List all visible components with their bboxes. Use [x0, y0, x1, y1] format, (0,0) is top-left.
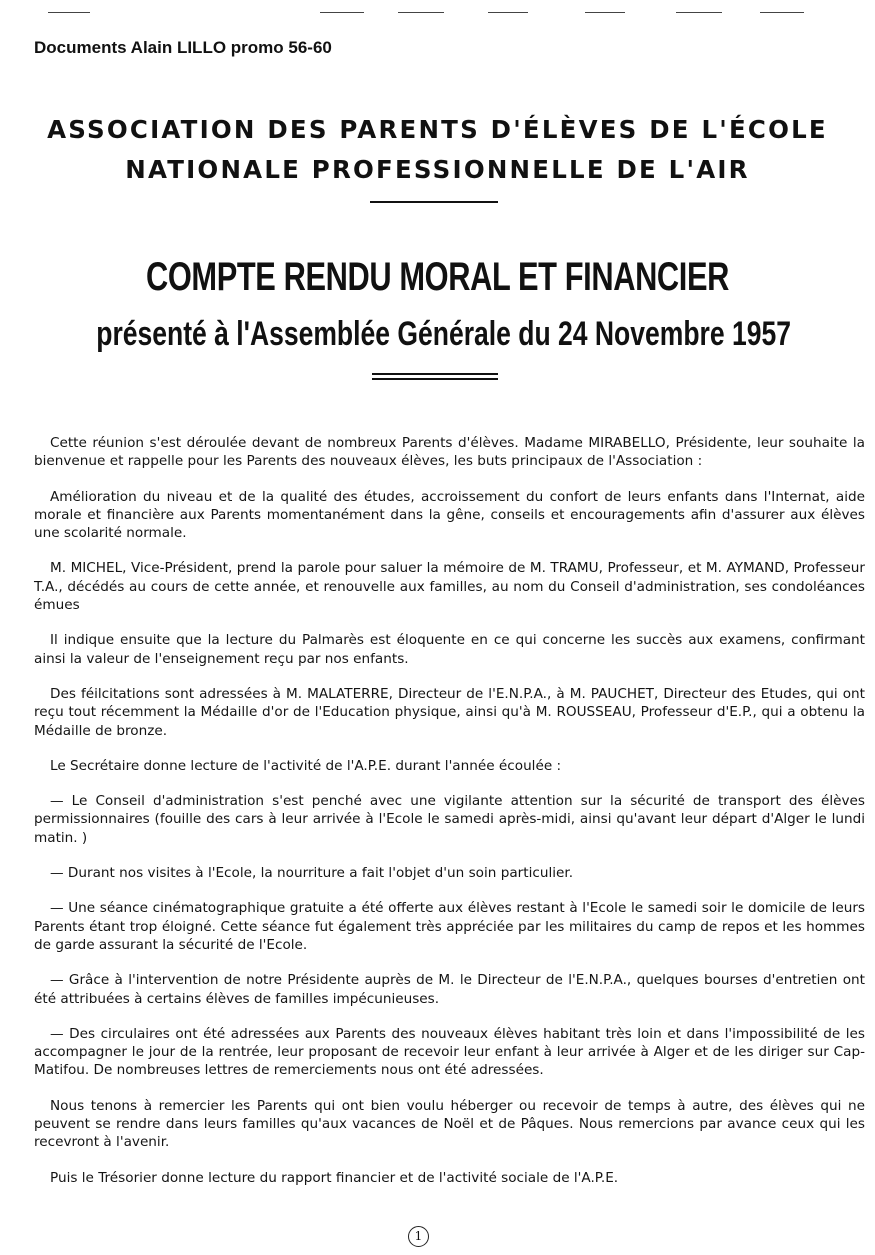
- report-body: [34, 434, 865, 1204]
- paragraph-food: — Durant nos visites à l'Ecole, la nourriture a fait l'objet d'un soin particulier.: [50, 865, 574, 882]
- paragraph-scholarships: — Grâce à l'intervention de notre Présidente auprès de M. le Directeur de l'E.N.P.A., quelques bourses d'entretien ont été attribuées à certains élèves de familles impécunieuses.: [34, 972, 865, 1007]
- paragraph-circulars: — Des circulaires ont été adressées aux Parents des nouveaux élèves habitant très loin et dans l'impossibilité de les accompagner le jour de la rentrée, leur proposant de recevoir leur enfant à leur arrivée à Alger et de les diriger sur Cap-Matifou. De nombreuses lettres de remerciements nous ont été adressées.: [34, 1025, 865, 1079]
- organization-line-1: ASSOCIATION DES PARENTS D'ÉLÈVES DE L'ÉCOLE: [47, 115, 828, 144]
- organization-heading: [0, 110, 875, 190]
- title-divider-top: [372, 373, 498, 375]
- paragraph-results: Il indique ensuite que la lecture du Palmarès est éloquente en ce qui concerne les succès aux examens, confirmant ainsi la valeur de l'enseignement reçu par nos enfants.: [34, 632, 865, 667]
- paragraph-transport: — Le Conseil d'administration s'est penché avec une vigilante attention sur la sécurité de transport des élèves permissionnaires (fouille des cars à leur arrivée à l'Ecole le samedi après-midi, ainsi qu'avant leur départ d'Alger le lundi matin. ): [34, 793, 865, 846]
- paragraph-treasurer: Puis le Trésorier donne lecture du rapport financier et de l'activité sociale de l'A.P.E.: [50, 1169, 619, 1186]
- paragraph-aims: Amélioration du niveau et de la qualité des études, accroissement du confort de leurs enfants dans l'Internat, aide morale et financière aux Parents momentanément dans la gêne, conseils et encouragements afin d'assurer aux élèves une scolarité normale.: [34, 488, 865, 542]
- scan-artifact-dash: [585, 12, 625, 13]
- heading-divider: [370, 201, 498, 203]
- paragraph-memorial: M. MICHEL, Vice-Président, prend la parole pour saluer la mémoire de M. TRAMU, Professeur, et M. AYMAND, Professeur T.A., décédés au cours de cette année, et renouvelle aux familles, au nom du Conseil d'administration, ses condoléances émues: [34, 560, 865, 614]
- paragraph-cinema: — Une séance cinématographique gratuite a été offerte aux élèves restant à l'Ecole le samedi soir le domicile de leurs Parents étant trop éloigné. Cette séance fut également très appréciée par les militaires du camp de repos et les hommes de garde assurant la sécurité de l'Ecole.: [34, 900, 865, 953]
- paragraph-thanks: Nous tenons à remercier les Parents qui ont bien voulu héberger ou recevoir de temps à autre, des élèves qui ne peuvent se rendre dans leurs familles qu'aux vacances de Noël et de Pâques. Nous remercions par avance ceux qui les recevront à l'avenir.: [34, 1097, 865, 1151]
- page-number: 1: [408, 1226, 429, 1247]
- scan-artifact-dash: [320, 12, 364, 13]
- scan-artifact-dash: [676, 12, 722, 13]
- title-divider-bottom: [372, 378, 498, 380]
- paragraph-congratulations: Des féilcitations sont adressées à M. MALATERRE, Directeur de l'E.N.P.A., à M. PAUCHET, Directeur des Etudes, qui ont reçu tout récemment la Médaille d'or de l'Education physique, ainsi qu'à M. ROUSSEAU, Professeur d'E.P., qui a obtenu la Médaille de bronze.: [34, 685, 865, 739]
- scan-artifact-dash: [488, 12, 528, 13]
- scan-artifact-dash: [760, 12, 804, 13]
- paragraph-intro: Cette réunion s'est déroulée devant de nombreux Parents d'élèves. Madame MIRABELLO, Présidente, leur souhaite la bienvenue et rappelle pour les Parents des nouveaux élèves, les buts principaux de l'Association :: [34, 435, 865, 470]
- organization-line-2: NATIONALE PROFESSIONNELLE DE L'AIR: [125, 155, 750, 184]
- report-subtitle: présenté à l'Assemblée Générale du 24 Novembre 1957: [96, 315, 791, 353]
- report-title: COMPTE RENDU MORAL ET FINANCIER: [146, 255, 729, 299]
- scan-artifact-dash: [48, 12, 90, 13]
- scan-artifact-dash: [398, 12, 444, 13]
- paragraph-secretary: Le Secrétaire donne lecture de l'activité de l'A.P.E. durant l'année écoulée :: [50, 757, 562, 774]
- document-owner-note: Documents Alain LILLO promo 56-60: [34, 38, 332, 57]
